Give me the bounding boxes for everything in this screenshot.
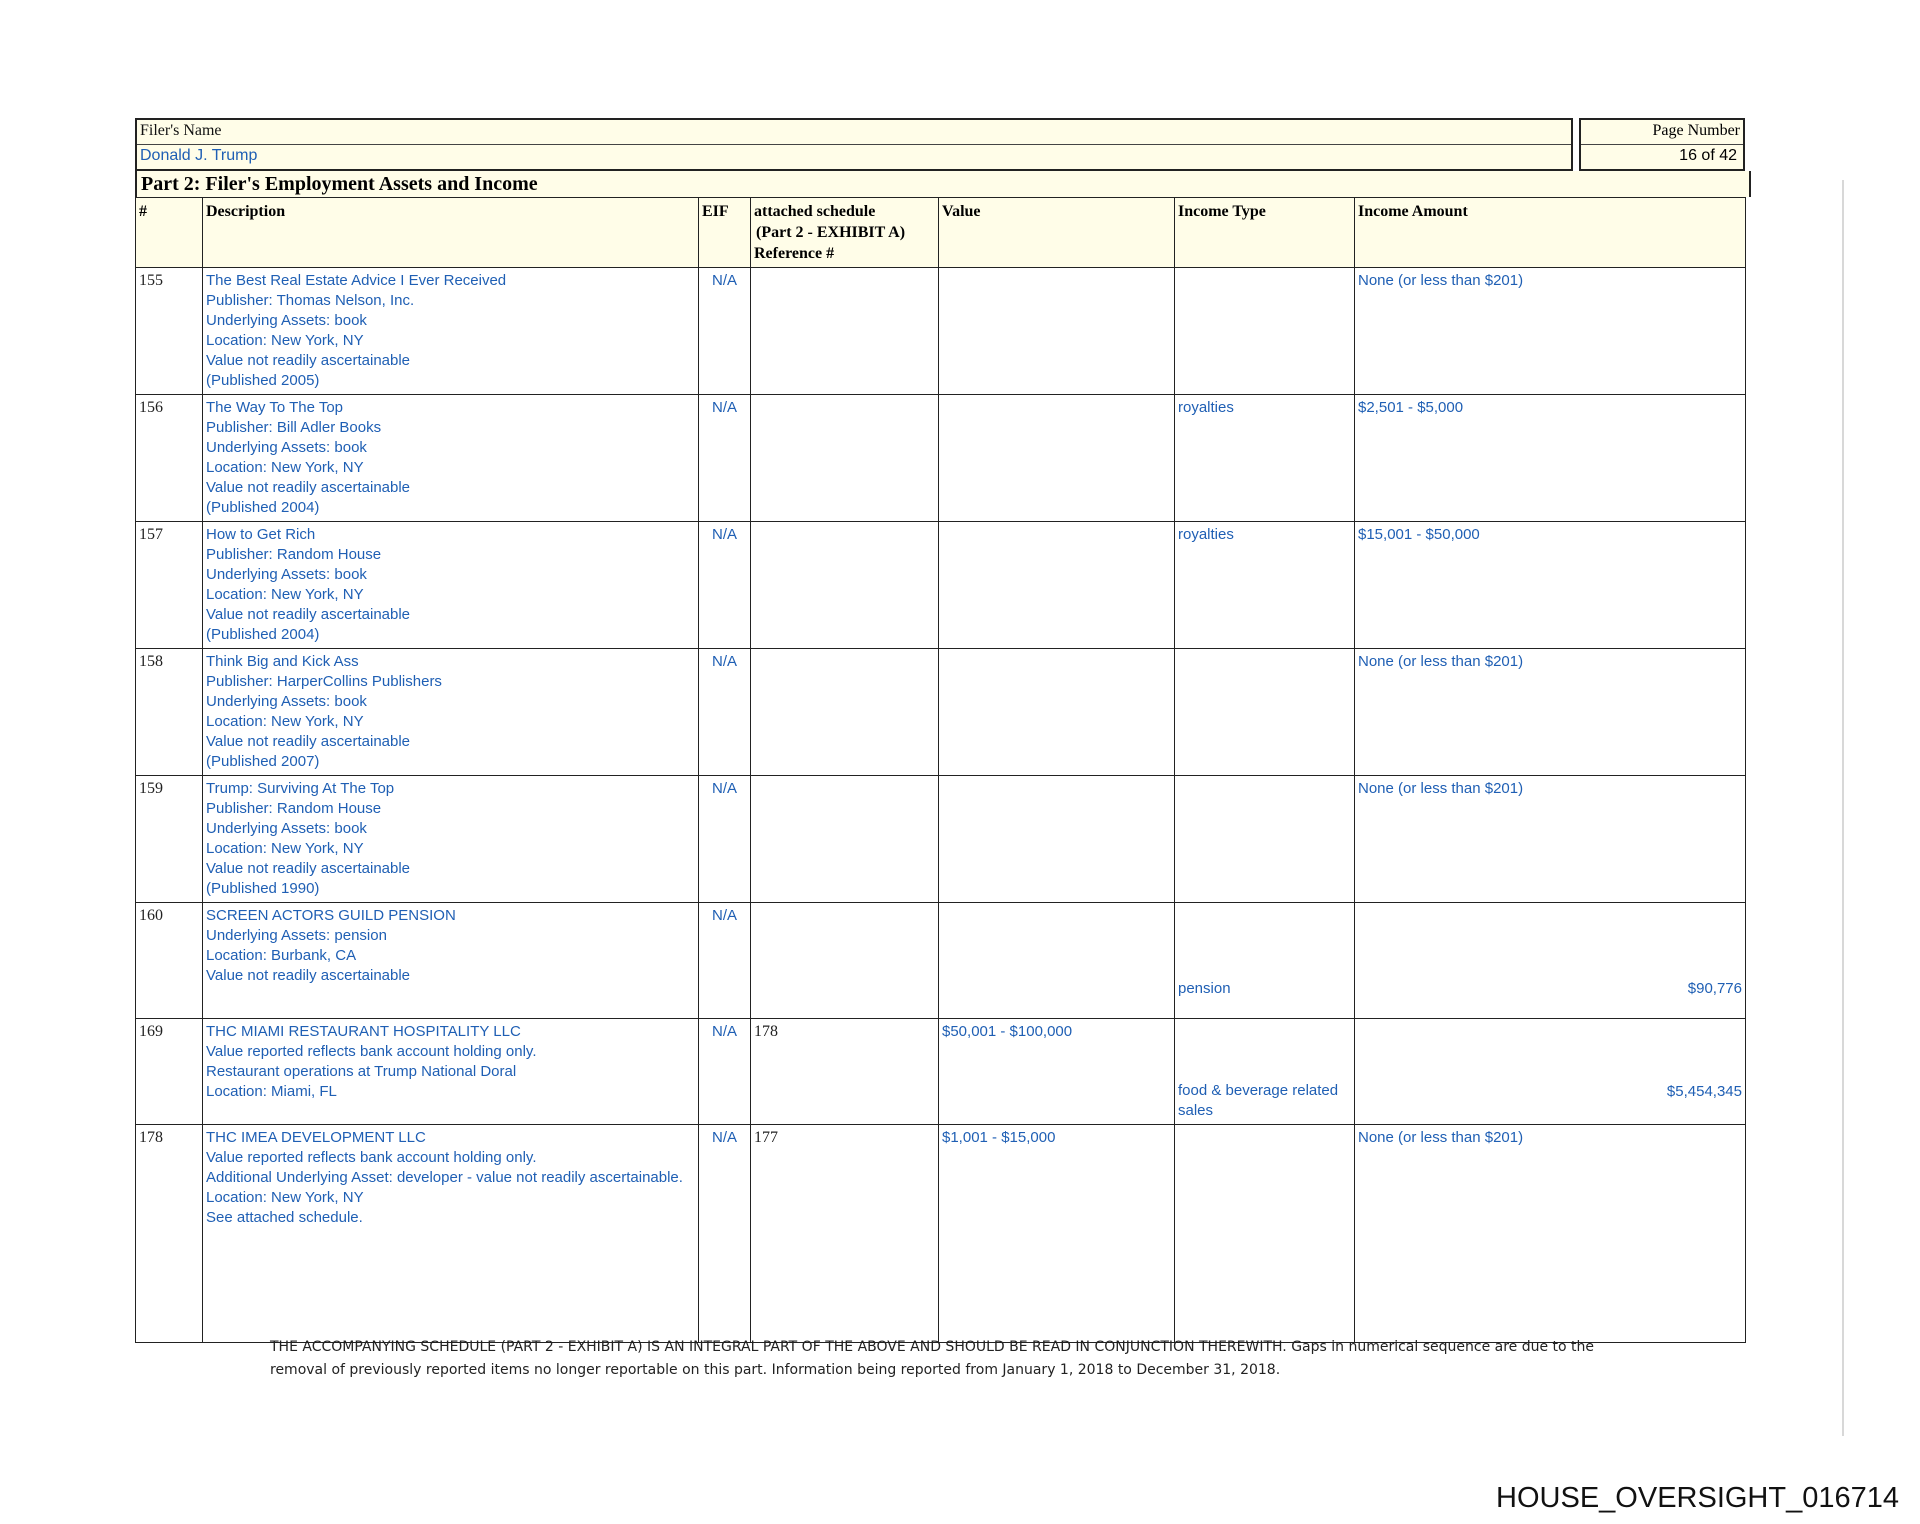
page-number-box (1579, 118, 1745, 171)
col-header-num: # (136, 198, 203, 268)
row-description (203, 1125, 699, 1343)
desc-line: (Published 2007) (206, 753, 320, 770)
desc-line: Underlying Assets: book (206, 693, 367, 710)
scan-margin-line (1842, 180, 1844, 1436)
desc-line: Publisher: Thomas Nelson, Inc. (206, 292, 415, 309)
desc-line: (Published 2005) (206, 372, 320, 389)
row-num: 169 (136, 1019, 203, 1125)
row-reference (751, 268, 939, 395)
income-amount-text: $90,776 (1687, 980, 1742, 997)
row-reference (751, 522, 939, 649)
desc-line: Publisher: Random House (206, 546, 382, 563)
income-amount-text: $5,454,345 (1666, 1083, 1742, 1100)
desc-line: The Way To The Top (206, 399, 344, 416)
page-number-label: Page Number (1581, 120, 1743, 145)
row-description (203, 776, 699, 903)
row-income-type: royalties (1175, 522, 1355, 649)
table-row (136, 395, 1746, 522)
row-eif: N/A (699, 776, 751, 903)
desc-line: Location: New York, NY (206, 713, 364, 730)
assets-income-table (135, 197, 1746, 1343)
disclosure-page (135, 118, 1745, 1343)
desc-line: How to Get Rich (206, 526, 316, 543)
desc-line: (Published 2004) (206, 499, 320, 516)
desc-line: (Published 1990) (206, 880, 320, 897)
table-header-row (136, 198, 1746, 268)
desc-line: SCREEN ACTORS GUILD PENSION (206, 907, 456, 924)
row-reference (751, 395, 939, 522)
desc-line: Location: New York, NY (206, 332, 364, 349)
desc-line: THC IMEA DEVELOPMENT LLC (206, 1129, 426, 1146)
row-reference (751, 776, 939, 903)
row-value (939, 395, 1175, 522)
row-income-type: royalties (1175, 395, 1355, 522)
row-description (203, 268, 699, 395)
table-row (136, 268, 1746, 395)
desc-line: Value not readily ascertainable (206, 606, 411, 623)
row-value: $50,001 - $100,000 (939, 1019, 1175, 1125)
col-header-schedule-line2: (Part 2 - EXHIBIT A) (756, 224, 906, 241)
row-eif: N/A (699, 649, 751, 776)
row-eif: N/A (699, 522, 751, 649)
table-row (136, 1019, 1746, 1125)
col-header-schedule-line3: Reference # (754, 245, 835, 262)
desc-line: Value not readily ascertainable (206, 733, 411, 750)
row-income-amount: None (or less than $201) (1355, 776, 1746, 903)
bates-number: HOUSE_OVERSIGHT_016714 (1496, 1482, 1899, 1514)
row-income-type: food & beverage related sales (1175, 1019, 1355, 1125)
table-row (136, 776, 1746, 903)
footer-note: THE ACCOMPANYING SCHEDULE (PART 2 - EXHIBIT A) IS AN INTEGRAL PART OF THE ABOVE AND SHOULD BE READ IN CONJUNCTION THEREWITH. Gaps in numerical sequence are due to the removal of previously reported items no longer reportable on this part. Information being reported from January 1, 2018 to December 31, 2018. (270, 1339, 1595, 1378)
desc-line: Location: New York, NY (206, 586, 364, 603)
row-value (939, 268, 1175, 395)
income-type-text: pension (1178, 980, 1231, 997)
desc-line: See attached schedule. (206, 1209, 363, 1226)
page-number-value: 16 of 42 (1679, 147, 1737, 164)
filer-name-box (135, 118, 1573, 171)
desc-line: Publisher: Bill Adler Books (206, 419, 382, 436)
desc-line: Value not readily ascertainable (206, 860, 411, 877)
row-num: 160 (136, 903, 203, 1019)
desc-line: Value not readily ascertainable (206, 479, 411, 496)
row-income-type (1175, 903, 1355, 1019)
desc-line: Value reported reflects bank account holding only. (206, 1149, 537, 1166)
desc-line: Trump: Surviving At The Top (206, 780, 395, 797)
desc-line: THC MIAMI RESTAURANT HOSPITALITY LLC (206, 1023, 521, 1040)
row-description (203, 649, 699, 776)
table-row (136, 649, 1746, 776)
row-income-amount: None (or less than $201) (1355, 1125, 1746, 1343)
col-header-schedule-line1: attached schedule (754, 203, 876, 220)
row-num: 158 (136, 649, 203, 776)
table-row (136, 522, 1746, 649)
row-description (203, 903, 699, 1019)
row-value: $1,001 - $15,000 (939, 1125, 1175, 1343)
row-eif: N/A (699, 395, 751, 522)
row-income-amount (1355, 903, 1746, 1019)
desc-line: Location: New York, NY (206, 1189, 364, 1206)
row-value (939, 903, 1175, 1019)
col-header-eif: EIF (699, 198, 751, 268)
row-value (939, 522, 1175, 649)
row-reference (751, 903, 939, 1019)
filer-header (135, 118, 1745, 171)
col-header-schedule (751, 198, 939, 268)
desc-line: Additional Underlying Asset: developer - value not readily ascertainable. (206, 1169, 683, 1186)
row-income-amount: None (or less than $201) (1355, 649, 1746, 776)
desc-line: (Published 2004) (206, 626, 320, 643)
desc-line: Location: New York, NY (206, 840, 364, 857)
desc-line: Value not readily ascertainable (206, 967, 411, 984)
desc-line: Location: Miami, FL (206, 1083, 337, 1100)
part-title: Part 2: Filer's Employment Assets and Income (135, 171, 1751, 197)
desc-line: Think Big and Kick Ass (206, 653, 359, 670)
desc-line: Value not readily ascertainable (206, 352, 411, 369)
desc-line: Underlying Assets: book (206, 312, 367, 329)
desc-line: The Best Real Estate Advice I Ever Received (206, 272, 507, 289)
filer-name-value: Donald J. Trump (140, 147, 258, 164)
desc-line: Underlying Assets: pension (206, 927, 387, 944)
row-income-type (1175, 776, 1355, 903)
row-income-amount: None (or less than $201) (1355, 268, 1746, 395)
desc-line: Value reported reflects bank account holding only. (206, 1043, 537, 1060)
desc-line: Location: New York, NY (206, 459, 364, 476)
filer-name-label: Filer's Name (137, 120, 1571, 145)
col-header-income-type: Income Type (1175, 198, 1355, 268)
row-income-amount (1355, 1019, 1746, 1125)
row-income-type (1175, 268, 1355, 395)
row-income-type (1175, 649, 1355, 776)
table-row (136, 1125, 1746, 1343)
col-header-description: Description (203, 198, 699, 268)
row-eif: N/A (699, 1019, 751, 1125)
desc-line: Publisher: HarperCollins Publishers (206, 673, 442, 690)
row-num: 178 (136, 1125, 203, 1343)
desc-line: Underlying Assets: book (206, 566, 367, 583)
row-income-amount: $15,001 - $50,000 (1355, 522, 1746, 649)
desc-line: Underlying Assets: book (206, 820, 367, 837)
desc-line: Publisher: Random House (206, 800, 382, 817)
row-description (203, 1019, 699, 1125)
desc-line: Restaurant operations at Trump National Doral (206, 1063, 517, 1080)
desc-line: Location: Burbank, CA (206, 947, 357, 964)
row-income-type (1175, 1125, 1355, 1343)
desc-line: Underlying Assets: book (206, 439, 367, 456)
row-eif: N/A (699, 1125, 751, 1343)
col-header-income-amount: Income Amount (1355, 198, 1746, 268)
row-description (203, 522, 699, 649)
row-num: 155 (136, 268, 203, 395)
row-eif: N/A (699, 268, 751, 395)
row-reference: 178 (751, 1019, 939, 1125)
row-income-amount: $2,501 - $5,000 (1355, 395, 1746, 522)
row-reference (751, 649, 939, 776)
row-value (939, 776, 1175, 903)
row-eif: N/A (699, 903, 751, 1019)
row-num: 159 (136, 776, 203, 903)
table-row (136, 903, 1746, 1019)
row-reference: 177 (751, 1125, 939, 1343)
col-header-value: Value (939, 198, 1175, 268)
row-num: 156 (136, 395, 203, 522)
row-num: 157 (136, 522, 203, 649)
row-description (203, 395, 699, 522)
row-value (939, 649, 1175, 776)
